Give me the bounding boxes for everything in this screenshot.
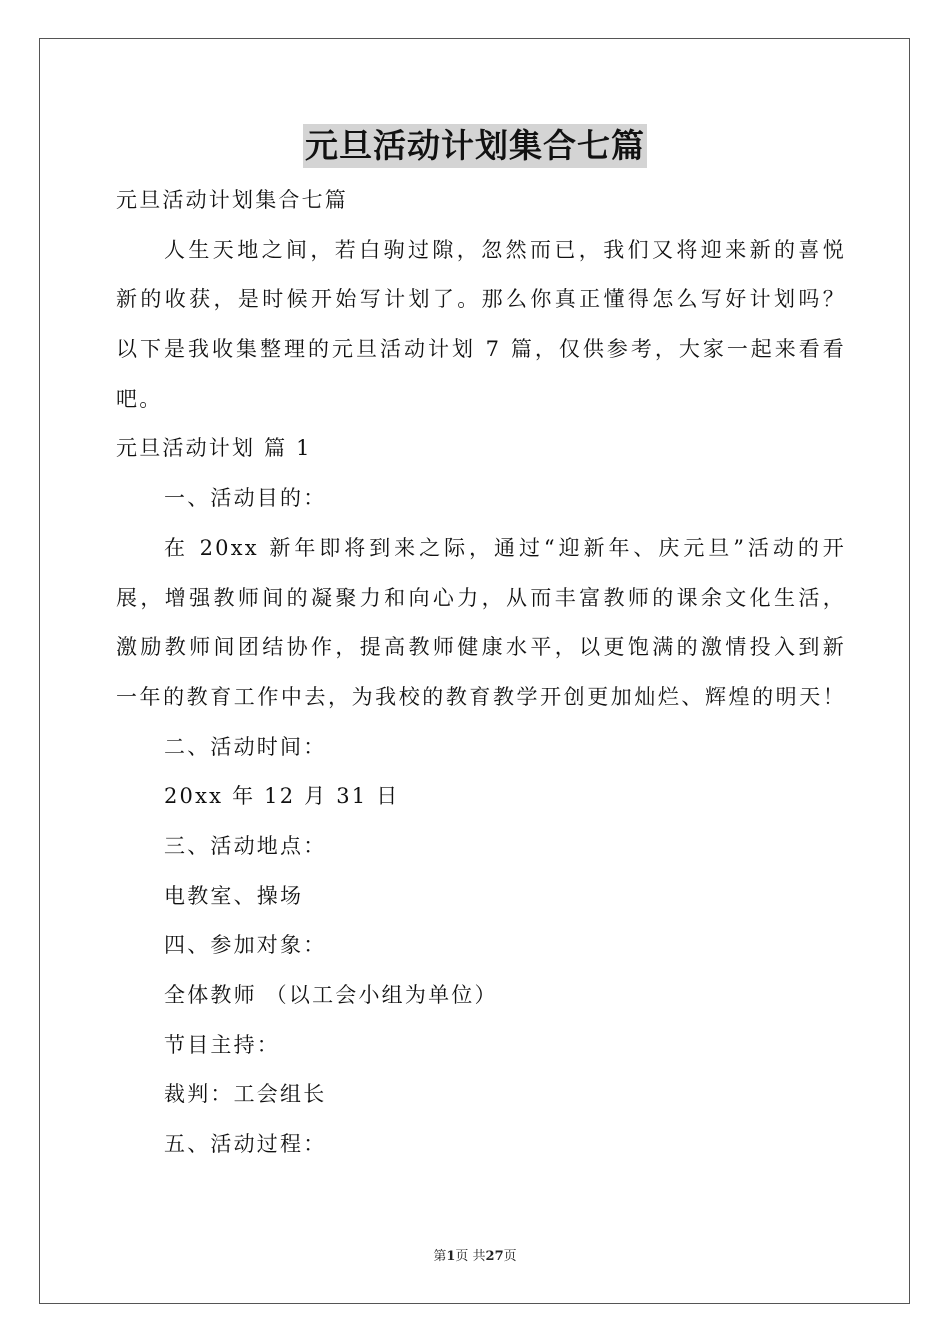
text-line: 节目主持： (164, 1032, 280, 1057)
text-line: 20xx 年 12 月 31 日 (164, 784, 400, 809)
text-line: 一年的教育工作中去，为我校的教育教学开创更加灿烂、辉煌的明天！ (116, 684, 846, 709)
text-line: 元旦活动计划 篇 1 (116, 436, 312, 461)
title-container (0, 124, 950, 168)
footer-page-mid: 页 共 (455, 1249, 486, 1264)
footer-current-page: 1 (446, 1249, 456, 1264)
text-line: 五、活动过程： (164, 1132, 327, 1157)
text-line: 元旦活动计划集合七篇 (116, 188, 348, 212)
document-title: 元旦活动计划集合七篇 (303, 124, 647, 168)
text-line: 全体教师 （以工会小组为单位） (164, 983, 498, 1007)
text-line: 二、活动时间： (164, 734, 327, 759)
text-line: 三、活动地点： (164, 833, 327, 858)
text-line: 以下是我收集整理的元旦活动计划 7 篇，仅供参考，大家一起来看看 (116, 337, 846, 362)
document-body (116, 176, 846, 1170)
text-line: 吧。 (116, 386, 163, 411)
text-line: 在 20xx 新年即将到来之际，通过“迎新年、庆元旦”活动的开 (164, 535, 846, 560)
text-line: 展，增强教师间的凝聚力和向心力，从而丰富教师的课余文化生活， (116, 585, 846, 610)
text-line: 电教室、操场 (164, 883, 304, 908)
text-line: 新的收获，是时候开始写计划了。那么你真正懂得怎么写好计划吗？ (116, 287, 846, 312)
text-line: 四、参加对象： (164, 933, 327, 958)
footer-page-suffix: 页 (503, 1249, 517, 1264)
footer-total-pages: 27 (485, 1249, 504, 1264)
footer-page-prefix: 第 (433, 1249, 447, 1264)
text-line: 裁判：工会组长 (164, 1082, 327, 1107)
text-line: 激励教师间团结协作，提高教师健康水平，以更饱满的激情投入到新 (116, 635, 846, 660)
text-line: 人生天地之间，若白驹过隙，忽然而已，我们又将迎来新的喜悦 (164, 237, 846, 262)
text-line: 一、活动目的： (164, 486, 327, 511)
page-footer (0, 1248, 950, 1266)
